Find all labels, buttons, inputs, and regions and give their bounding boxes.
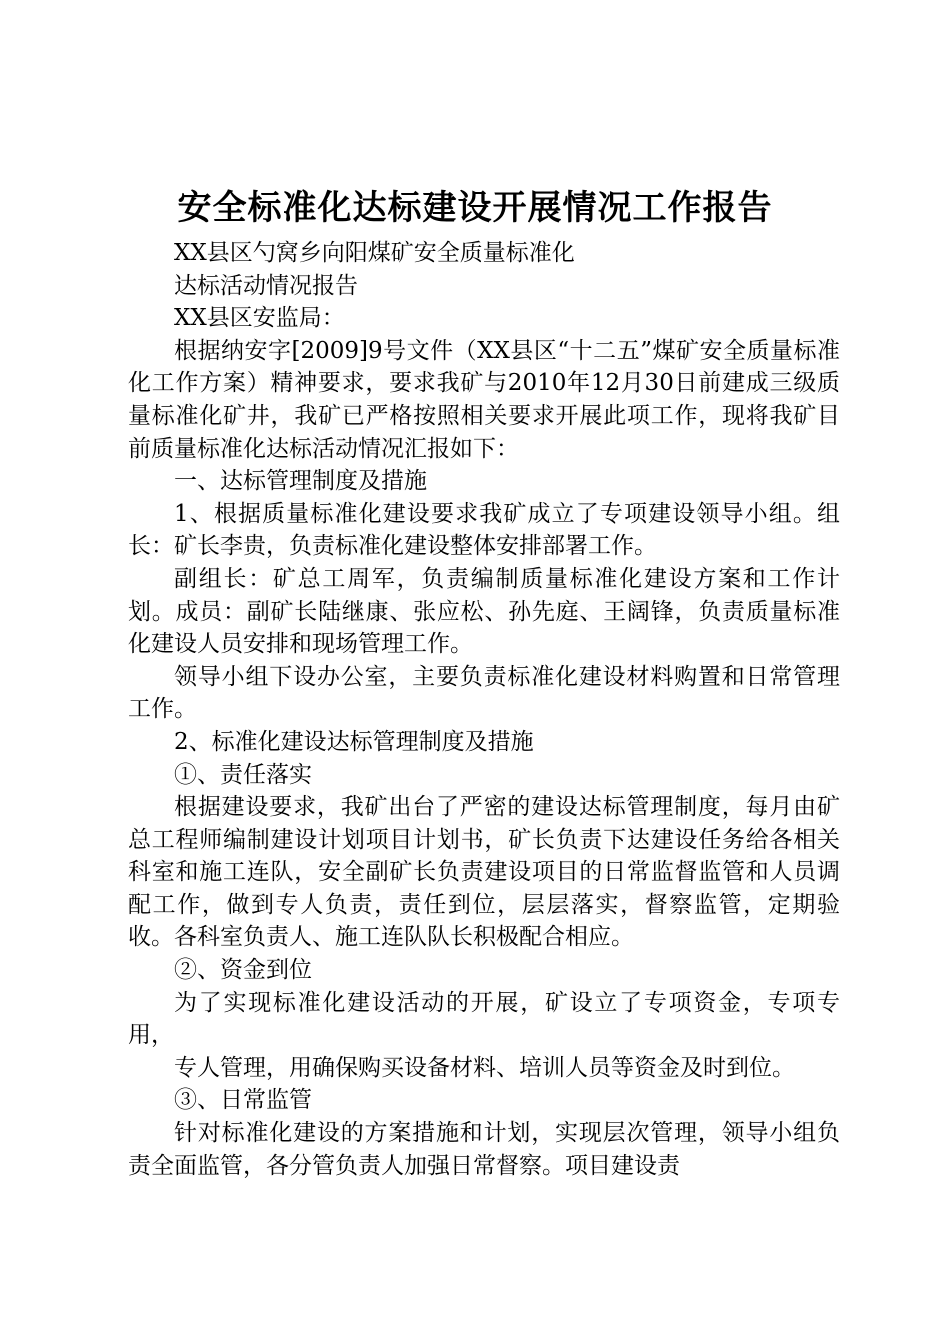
paragraph: 根据建设要求，我矿出台了严密的建设达标管理制度，每月由矿总工程师编制建设计划项目计划书，矿长负责下达建设任务给各相关科室和施工连队，安全副矿长负责建设项目的日常监督监管和人员调配工作，做到专人负责，责任到位，层层落实，督察监管，定期验收。各科室负责人、施工连队队长积极配合相应。 [128,794,840,951]
paragraph: 针对标准化建设的方案措施和计划，实现层次管理，领导小组负责全面监管，各分管负责人加强日常督察。项目建设责 [128,1120,840,1179]
subsection-heading: 2、标准化建设达标管理制度及措施 [174,728,534,755]
item-heading: ①、责任落实 [174,761,312,788]
document-body [128,237,840,1182]
paragraph: 达标活动情况报告 [174,272,358,299]
document-title: 安全标准化达标建设开展情况工作报告 [177,188,773,228]
item-heading: ③、日常监管 [174,1087,312,1114]
paragraph: XX县区安监局： [174,305,345,332]
paragraph: XX县区勺窝乡向阳煤矿安全质量标准化 [174,240,575,266]
paragraph: 1、根据质量标准化建设要求我矿成立了专项建设领导小组。组长：矿长李贵，负责标准化建设整体安排部署工作。 [128,500,840,560]
paragraph: 领导小组下设办公室，主要负责标准化建设材料购置和日常管理工作。 [128,663,840,723]
section-heading: 一、达标管理制度及措施 [174,468,427,495]
paragraph: 为了实现标准化建设活动的开展，矿设立了专项资金，专项专用， [128,989,840,1049]
paragraph: 根据纳安字[2009]9号文件（XX县区“十二五”煤矿安全质量标准化工作方案）精神要求，要求我矿与2010年12月30日前建成三级质量标准化矿井，我矿已严格按照相关要求开展此项工作，现将我矿目前质量标准化达标活动情况汇报如下： [128,337,840,462]
paragraph: 专人管理，用确保购买设备材料、培训人员等资金及时到位。 [174,1054,795,1081]
item-heading: ②、资金到位 [174,957,312,984]
paragraph: 副组长：矿总工周军，负责编制质量标准化建设方案和工作计划。成员：副矿长陆继康、张应松、孙先庭、王阔锋，负责质量标准化建设人员安排和现场管理工作。 [128,565,840,658]
